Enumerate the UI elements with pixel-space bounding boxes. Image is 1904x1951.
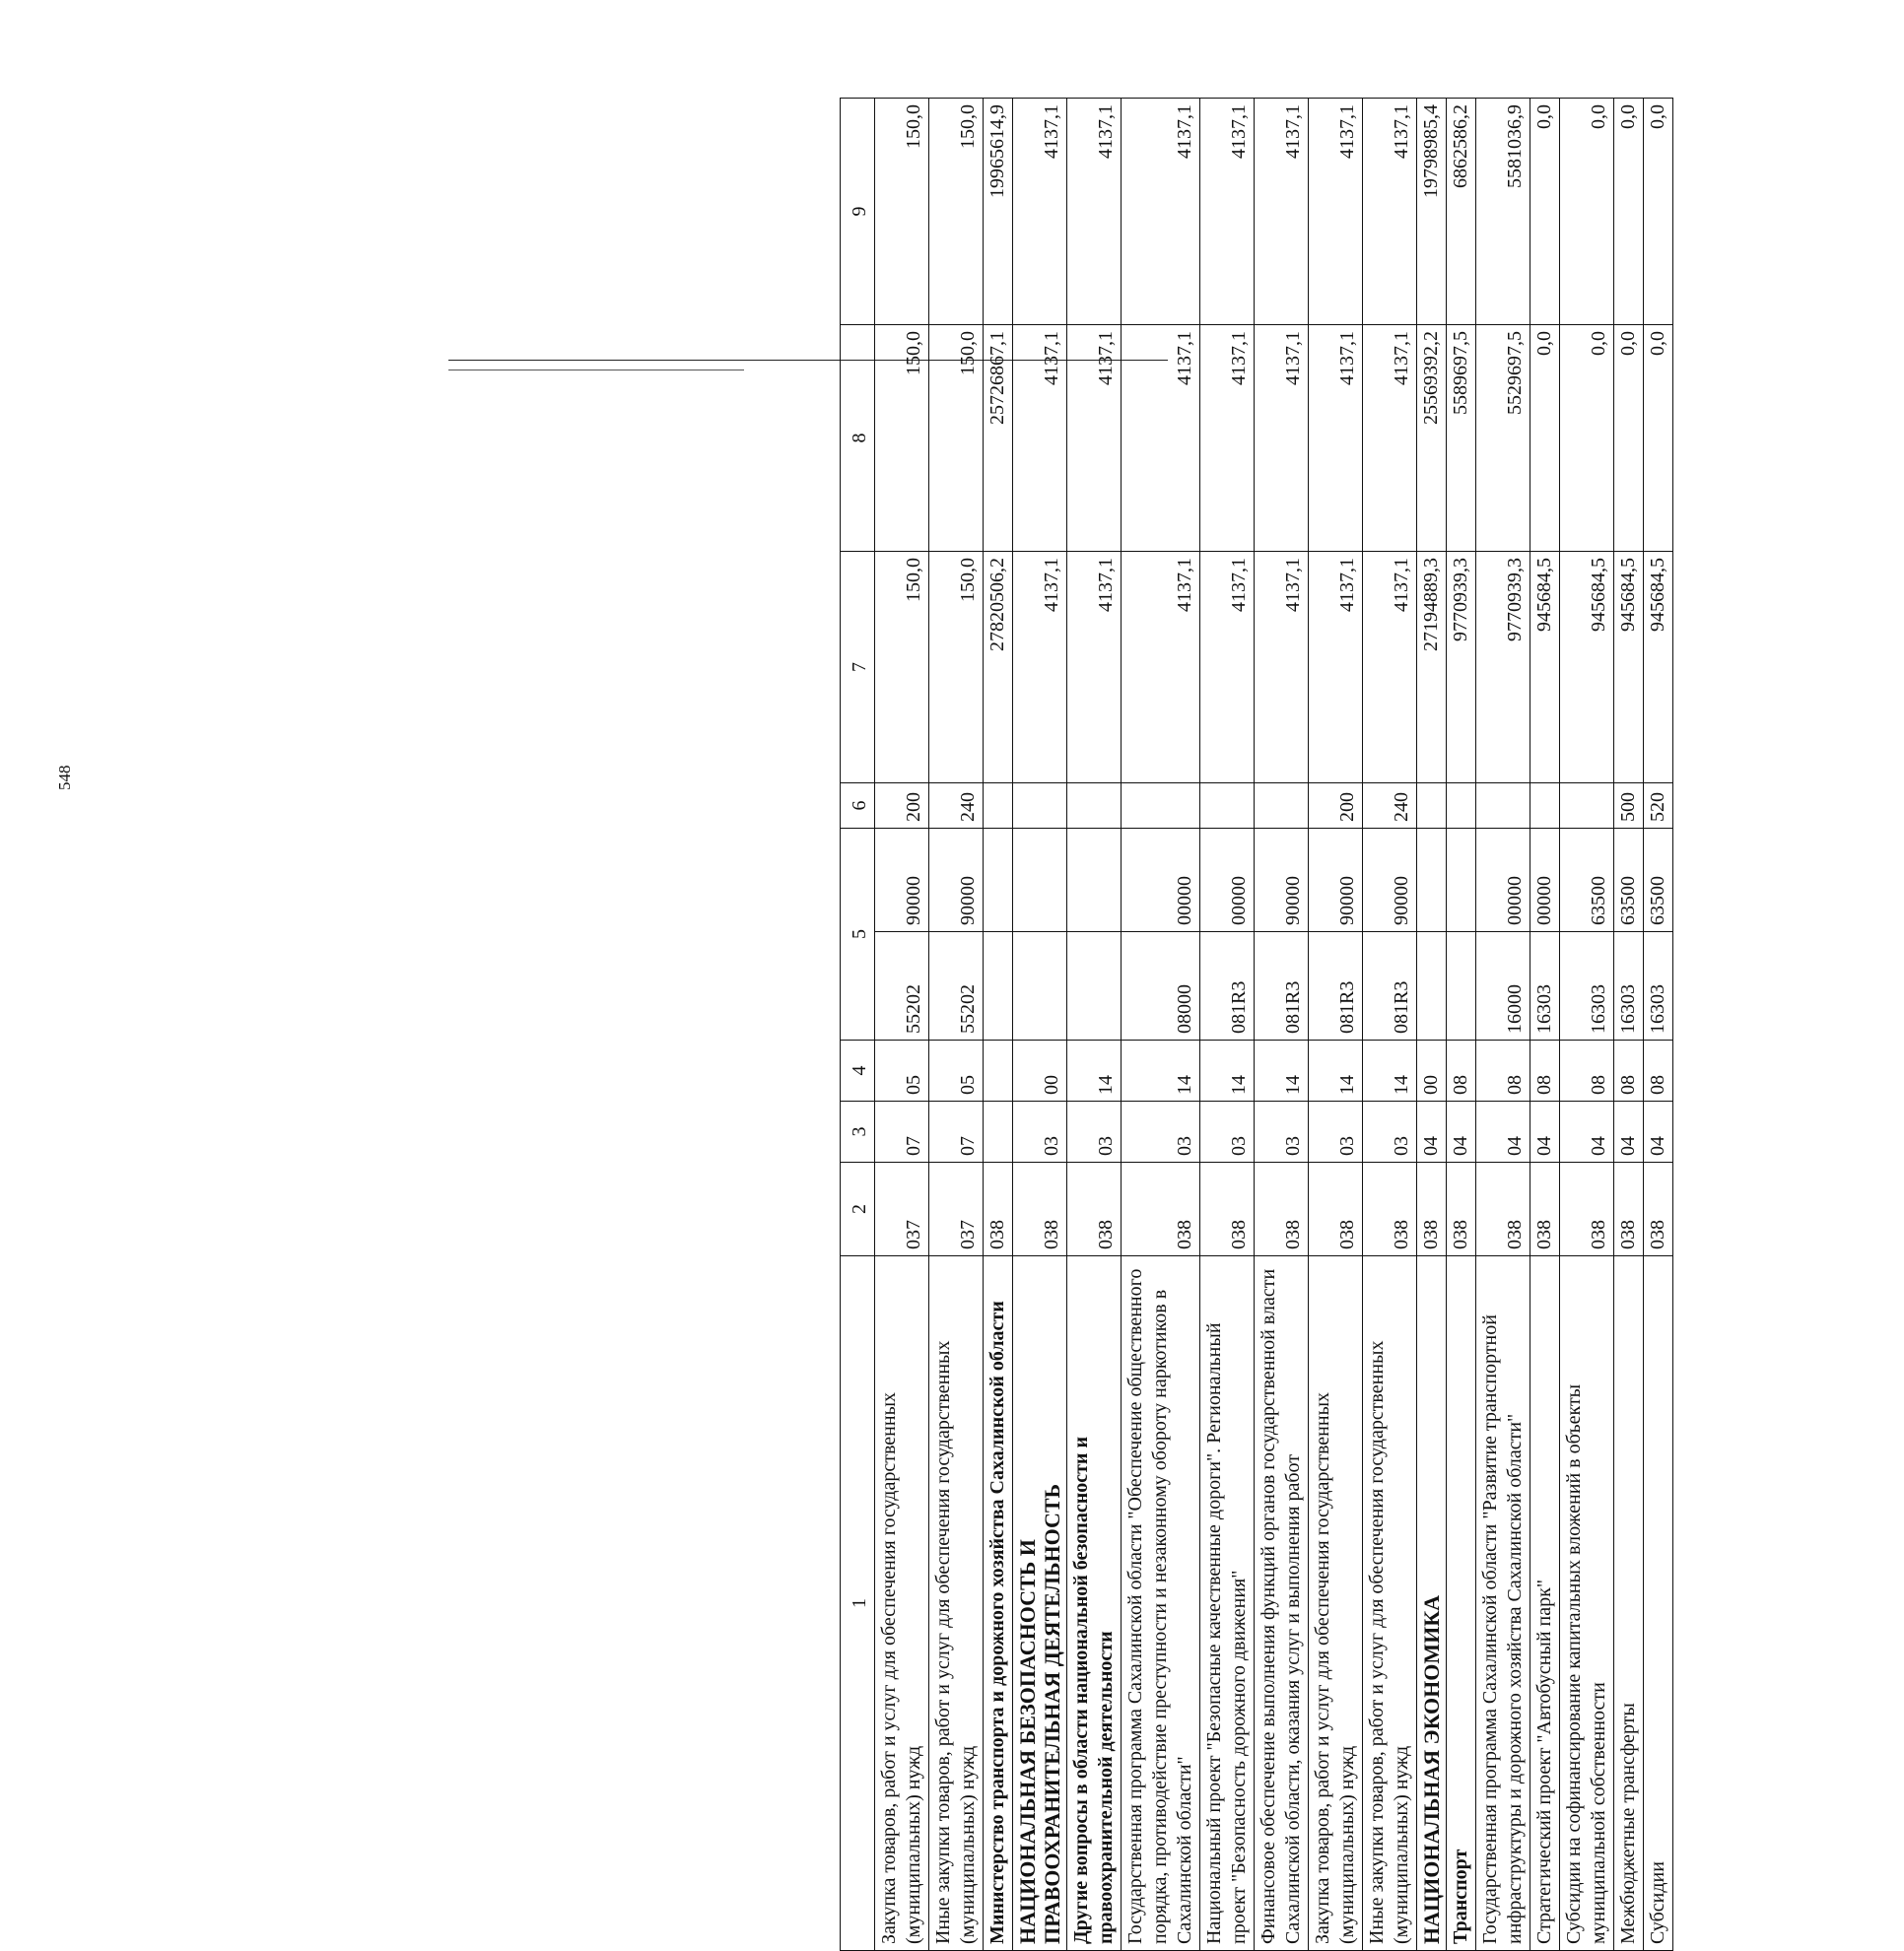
row-expense-type-code: 500 xyxy=(1614,783,1644,829)
row-expense-type-code: 240 xyxy=(929,783,984,829)
row-amount-col7: 9770939,3 xyxy=(1476,552,1530,783)
row-amount-col7: 4137,1 xyxy=(1067,552,1122,783)
row-section-code: 03 xyxy=(1363,1102,1417,1163)
row-name-cell: Иные закупки товаров, работ и услуг для обеспечения государственных (муниципальных) нужд xyxy=(1363,1256,1417,1951)
row-direction-code xyxy=(1447,829,1476,932)
row-amount-col8: 150,0 xyxy=(875,325,929,552)
row-section-code: 04 xyxy=(1476,1102,1530,1163)
row-expense-type-code xyxy=(1530,783,1560,829)
row-ministry-code: 038 xyxy=(1614,1163,1644,1256)
row-program-code xyxy=(1417,932,1447,1041)
row-name-cell: Национальный проект "Безопасные качественные дороги". Региональный проект "Безопасность дорожного движения" xyxy=(1200,1256,1255,1951)
page-number: 548 xyxy=(55,765,74,790)
row-name-cell: Финансовое обеспечение выполнения функций органов государственной власти Сахалинской области, оказания услуг и выполнения работ xyxy=(1255,1256,1309,1951)
row-expense-type-code xyxy=(1067,783,1122,829)
row-program-code: 16303 xyxy=(1614,932,1644,1041)
table-row xyxy=(984,99,1013,1951)
row-section-code: 07 xyxy=(875,1102,929,1163)
row-amount-col9: 0,0 xyxy=(1614,99,1644,325)
column-header: 8 xyxy=(841,325,875,552)
row-amount-col7: 27194889,3 xyxy=(1417,552,1447,783)
row-program-code: 16303 xyxy=(1560,932,1614,1041)
row-name-cell: Межбюджетные трансферты xyxy=(1614,1256,1644,1951)
row-ministry-code: 038 xyxy=(1476,1163,1530,1256)
row-name-cell: Закупка товаров, работ и услуг для обеспечения государственных (муниципальных) нужд xyxy=(875,1256,929,1951)
row-amount-col7: 4137,1 xyxy=(1255,552,1309,783)
row-amount-col7: 4137,1 xyxy=(1122,552,1200,783)
row-name-cell: Другие вопросы в области национальной безопасности и правоохранительной деятельности xyxy=(1067,1256,1122,1951)
row-direction-code: 00000 xyxy=(1476,829,1530,932)
row-amount-col7: 4137,1 xyxy=(1200,552,1255,783)
row-subsection-code: 00 xyxy=(1417,1041,1447,1102)
row-amount-col8: 4137,1 xyxy=(1067,325,1122,552)
row-amount-col8: 5589697,5 xyxy=(1447,325,1476,552)
column-header: 9 xyxy=(841,99,875,325)
table-row xyxy=(1200,99,1255,1951)
row-section-code: 03 xyxy=(1013,1102,1067,1163)
row-direction-code: 63500 xyxy=(1614,829,1644,932)
row-subsection-code xyxy=(984,1041,1013,1102)
row-subsection-code: 08 xyxy=(1644,1041,1673,1102)
table-row xyxy=(1447,99,1476,1951)
row-section-code: 03 xyxy=(1200,1102,1255,1163)
row-amount-col7: 150,0 xyxy=(875,552,929,783)
row-program-code xyxy=(984,932,1013,1041)
row-amount-col9: 4137,1 xyxy=(1122,99,1200,325)
row-amount-col8: 4137,1 xyxy=(1013,325,1067,552)
row-amount-col8: 4137,1 xyxy=(1309,325,1363,552)
row-amount-col9: 0,0 xyxy=(1560,99,1614,325)
row-program-code: 16303 xyxy=(1644,932,1673,1041)
column-header: 5 xyxy=(841,829,875,1041)
row-amount-col9: 19965614,9 xyxy=(984,99,1013,325)
row-subsection-code: 14 xyxy=(1255,1041,1309,1102)
row-amount-col7: 945684,5 xyxy=(1614,552,1644,783)
row-direction-code xyxy=(1013,829,1067,932)
column-header: 4 xyxy=(841,1041,875,1102)
row-expense-type-code xyxy=(1476,783,1530,829)
row-subsection-code: 14 xyxy=(1309,1041,1363,1102)
row-ministry-code: 037 xyxy=(875,1163,929,1256)
rotated-page-content xyxy=(840,99,1904,1951)
row-expense-type-code: 240 xyxy=(1363,783,1417,829)
row-amount-col9: 150,0 xyxy=(929,99,984,325)
row-amount-col9: 4137,1 xyxy=(1363,99,1417,325)
row-name-cell: Министерство транспорта и дорожного хозяйства Сахалинской области xyxy=(984,1256,1013,1951)
row-ministry-code: 038 xyxy=(1417,1163,1447,1256)
row-section-code: 04 xyxy=(1447,1102,1476,1163)
column-header: 2 xyxy=(841,1163,875,1256)
row-expense-type-code xyxy=(1417,783,1447,829)
row-name-cell: Субсидии xyxy=(1644,1256,1673,1951)
row-program-code: 081R3 xyxy=(1255,932,1309,1041)
row-expense-type-code xyxy=(1122,783,1200,829)
row-amount-col8: 25726867,1 xyxy=(984,325,1013,552)
row-amount-col8: 0,0 xyxy=(1530,325,1560,552)
table-row xyxy=(1013,99,1067,1951)
table-row xyxy=(1644,99,1673,1951)
row-amount-col9: 4137,1 xyxy=(1013,99,1067,325)
row-amount-col9: 5581036,9 xyxy=(1476,99,1530,325)
row-expense-type-code: 200 xyxy=(875,783,929,829)
table-row xyxy=(1363,99,1417,1951)
row-direction-code: 90000 xyxy=(875,829,929,932)
row-subsection-code: 14 xyxy=(1122,1041,1200,1102)
row-name-cell: НАЦИОНАЛЬНАЯ ЭКОНОМИКА xyxy=(1417,1256,1447,1951)
row-expense-type-code: 200 xyxy=(1309,783,1363,829)
row-direction-code: 63500 xyxy=(1560,829,1614,932)
row-subsection-code: 05 xyxy=(875,1041,929,1102)
row-section-code: 04 xyxy=(1644,1102,1673,1163)
row-direction-code: 00000 xyxy=(1122,829,1200,932)
row-subsection-code: 08 xyxy=(1447,1041,1476,1102)
budget-table xyxy=(840,98,1673,1951)
row-program-code xyxy=(1447,932,1476,1041)
row-program-code: 081R3 xyxy=(1363,932,1417,1041)
table-row xyxy=(929,99,984,1951)
row-amount-col7: 4137,1 xyxy=(1013,552,1067,783)
row-amount-col8: 25569392,2 xyxy=(1417,325,1447,552)
row-ministry-code: 038 xyxy=(1255,1163,1309,1256)
row-direction-code: 63500 xyxy=(1644,829,1673,932)
row-amount-col8: 150,0 xyxy=(929,325,984,552)
row-subsection-code: 08 xyxy=(1476,1041,1530,1102)
row-amount-col9: 6862586,2 xyxy=(1447,99,1476,325)
row-subsection-code: 05 xyxy=(929,1041,984,1102)
row-amount-col9: 19798985,4 xyxy=(1417,99,1447,325)
row-amount-col9: 4137,1 xyxy=(1309,99,1363,325)
row-subsection-code: 08 xyxy=(1560,1041,1614,1102)
column-header: 3 xyxy=(841,1102,875,1163)
column-header: 7 xyxy=(841,552,875,783)
row-amount-col7: 27820506,2 xyxy=(984,552,1013,783)
row-expense-type-code xyxy=(1447,783,1476,829)
row-ministry-code: 037 xyxy=(929,1163,984,1256)
row-ministry-code: 038 xyxy=(1363,1163,1417,1256)
row-name-cell: Государственная программа Сахалинской области "Обеспечение общественного порядка, противодействие преступности и незаконному обороту наркотиков в Сахалинской области" xyxy=(1122,1256,1200,1951)
row-amount-col7: 945684,5 xyxy=(1560,552,1614,783)
row-amount-col8: 5529697,5 xyxy=(1476,325,1530,552)
row-name-cell: Субсидии на софинансирование капитальных вложений в объекты муниципальной собственности xyxy=(1560,1256,1614,1951)
row-section-code: 03 xyxy=(1122,1102,1200,1163)
column-header: 1 xyxy=(841,1256,875,1951)
column-header: 6 xyxy=(841,783,875,829)
row-ministry-code: 038 xyxy=(1067,1163,1122,1256)
row-section-code xyxy=(984,1102,1013,1163)
row-ministry-code: 038 xyxy=(1013,1163,1067,1256)
row-amount-col9: 0,0 xyxy=(1644,99,1673,325)
row-program-code xyxy=(1013,932,1067,1041)
row-name-cell: Транспорт xyxy=(1447,1256,1476,1951)
row-amount-col7: 945684,5 xyxy=(1644,552,1673,783)
row-ministry-code: 038 xyxy=(1560,1163,1614,1256)
row-ministry-code: 038 xyxy=(984,1163,1013,1256)
row-direction-code: 90000 xyxy=(1255,829,1309,932)
row-ministry-code: 038 xyxy=(1200,1163,1255,1256)
row-amount-col9: 4137,1 xyxy=(1067,99,1122,325)
row-section-code: 07 xyxy=(929,1102,984,1163)
table-body xyxy=(875,99,1673,1951)
row-section-code: 04 xyxy=(1614,1102,1644,1163)
table-row xyxy=(1067,99,1122,1951)
row-program-code: 16303 xyxy=(1530,932,1560,1041)
row-amount-col7: 4137,1 xyxy=(1363,552,1417,783)
row-program-code: 081R3 xyxy=(1200,932,1255,1041)
row-section-code: 03 xyxy=(1309,1102,1363,1163)
table-row xyxy=(1560,99,1614,1951)
row-subsection-code: 14 xyxy=(1067,1041,1122,1102)
row-amount-col8: 4137,1 xyxy=(1200,325,1255,552)
row-expense-type-code xyxy=(1560,783,1614,829)
row-amount-col8: 4137,1 xyxy=(1255,325,1309,552)
table-row xyxy=(1476,99,1530,1951)
row-program-code: 16000 xyxy=(1476,932,1530,1041)
row-direction-code xyxy=(1417,829,1447,932)
row-ministry-code: 038 xyxy=(1644,1163,1673,1256)
row-direction-code xyxy=(984,829,1013,932)
row-section-code: 04 xyxy=(1530,1102,1560,1163)
row-section-code: 04 xyxy=(1560,1102,1614,1163)
row-ministry-code: 038 xyxy=(1122,1163,1200,1256)
row-subsection-code: 08 xyxy=(1530,1041,1560,1102)
table-header-row xyxy=(841,99,875,1951)
row-name-cell: НАЦИОНАЛЬНАЯ БЕЗОПАСНОСТЬ И ПРАВООХРАНИТЕЛЬНАЯ ДЕЯТЕЛЬНОСТЬ xyxy=(1013,1256,1067,1951)
row-subsection-code: 00 xyxy=(1013,1041,1067,1102)
table-row xyxy=(875,99,929,1951)
row-program-code: 08000 xyxy=(1122,932,1200,1041)
row-direction-code: 90000 xyxy=(1309,829,1363,932)
row-expense-type-code xyxy=(984,783,1013,829)
row-amount-col8: 4137,1 xyxy=(1363,325,1417,552)
row-expense-type-code xyxy=(1255,783,1309,829)
row-ministry-code: 038 xyxy=(1530,1163,1560,1256)
row-direction-code: 00000 xyxy=(1530,829,1560,932)
row-amount-col8: 0,0 xyxy=(1560,325,1614,552)
row-direction-code xyxy=(1067,829,1122,932)
table-row xyxy=(1614,99,1644,1951)
row-name-cell: Иные закупки товаров, работ и услуг для обеспечения государственных (муниципальных) нужд xyxy=(929,1256,984,1951)
row-name-cell: Государственная программа Сахалинской области "Развитие транспортной инфраструктуры и дорожного хозяйства Сахалинской области" xyxy=(1476,1256,1530,1951)
row-amount-col8: 4137,1 xyxy=(1122,325,1200,552)
row-amount-col7: 150,0 xyxy=(929,552,984,783)
row-amount-col9: 4137,1 xyxy=(1200,99,1255,325)
row-amount-col7: 4137,1 xyxy=(1309,552,1363,783)
row-ministry-code: 038 xyxy=(1309,1163,1363,1256)
table-row xyxy=(1122,99,1200,1951)
row-program-code: 55202 xyxy=(875,932,929,1041)
table-row xyxy=(1309,99,1363,1951)
row-program-code: 081R3 xyxy=(1309,932,1363,1041)
row-name-cell: Закупка товаров, работ и услуг для обеспечения государственных (муниципальных) нужд xyxy=(1309,1256,1363,1951)
table-row xyxy=(1255,99,1309,1951)
row-subsection-code: 14 xyxy=(1363,1041,1417,1102)
row-direction-code: 90000 xyxy=(929,829,984,932)
table-row xyxy=(1417,99,1447,1951)
row-section-code: 03 xyxy=(1067,1102,1122,1163)
row-amount-col8: 0,0 xyxy=(1614,325,1644,552)
row-subsection-code: 14 xyxy=(1200,1041,1255,1102)
row-expense-type-code xyxy=(1200,783,1255,829)
row-direction-code: 90000 xyxy=(1363,829,1417,932)
row-amount-col7: 945684,5 xyxy=(1530,552,1560,783)
row-program-code: 55202 xyxy=(929,932,984,1041)
row-direction-code: 00000 xyxy=(1200,829,1255,932)
row-program-code xyxy=(1067,932,1122,1041)
row-expense-type-code: 520 xyxy=(1644,783,1673,829)
row-amount-col9: 150,0 xyxy=(875,99,929,325)
row-amount-col9: 0,0 xyxy=(1530,99,1560,325)
row-amount-col7: 9770939,3 xyxy=(1447,552,1476,783)
row-expense-type-code xyxy=(1013,783,1067,829)
row-name-cell: Стратегический проект "Автобусный парк" xyxy=(1530,1256,1560,1951)
row-subsection-code: 08 xyxy=(1614,1041,1644,1102)
row-section-code: 03 xyxy=(1255,1102,1309,1163)
row-section-code: 04 xyxy=(1417,1102,1447,1163)
table-row xyxy=(1530,99,1560,1951)
row-amount-col9: 4137,1 xyxy=(1255,99,1309,325)
row-amount-col8: 0,0 xyxy=(1644,325,1673,552)
row-ministry-code: 038 xyxy=(1447,1163,1476,1256)
